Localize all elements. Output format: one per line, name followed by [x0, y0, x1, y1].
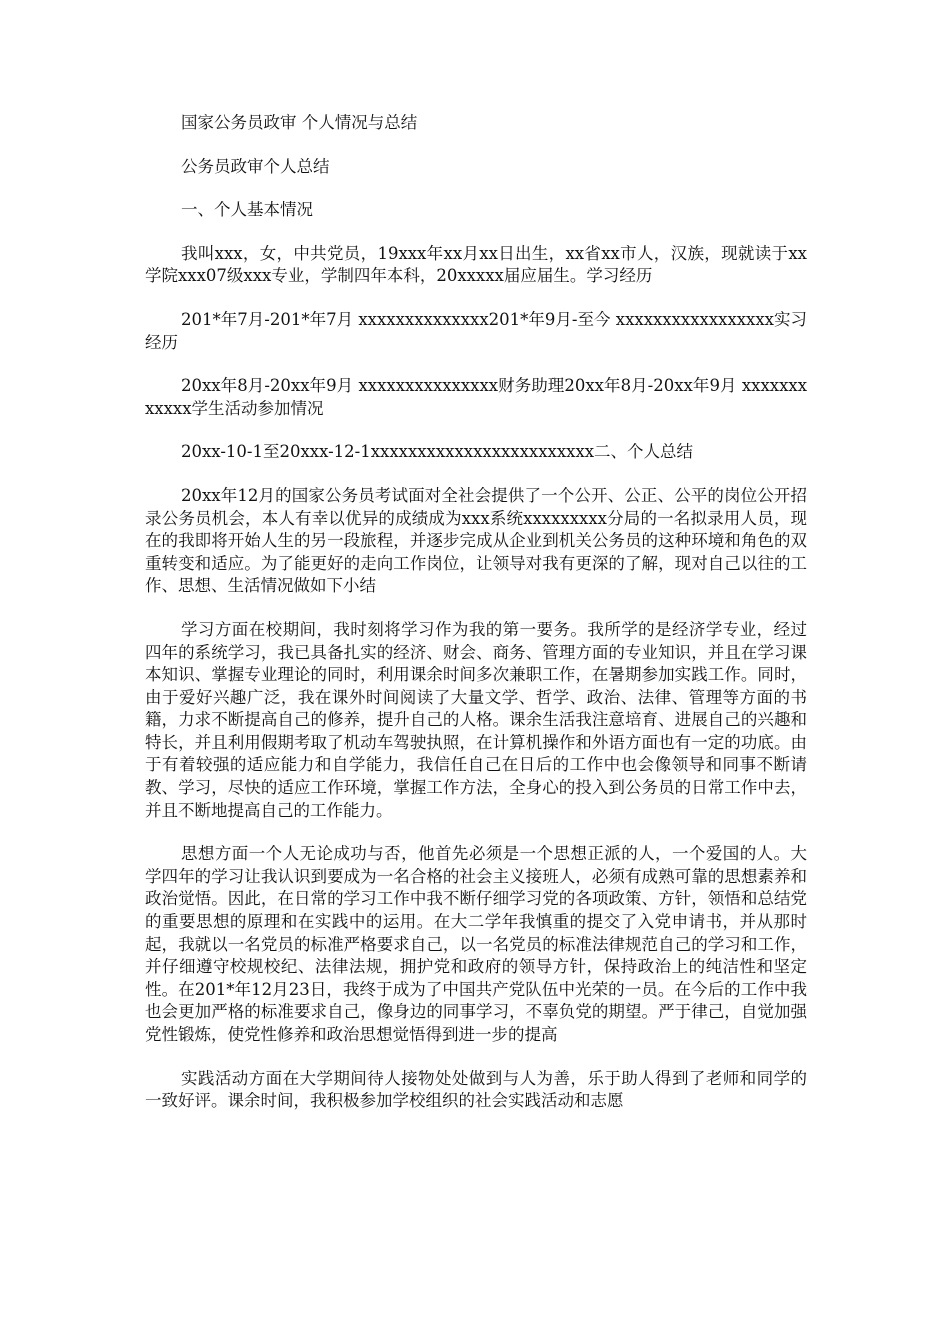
paragraph-study-history: 201*年7月-201*年7月 xxxxxxxxxxxxxx201*年9月-至今 xxxxxxxxxxxxxxxxx实习经历 — [145, 309, 807, 352]
document-body — [145, 112, 807, 1134]
paragraph-summary-intro: 20xx年12月的国家公务员考试面对全社会提供了一个公开、公正、公平的岗位公开招录公务员机会，本人有幸以优异的成绩成为xxx系统xxxxxxxxx分局的一名拟录用人员，现在的我即将开始人生的另一段旅程，并逐步完成从企业到机关公务员的这种环境和角色的双重转变和适应。为了能更好的走向工作岗位，让领导对我有更深的了解，现对自己以往的工作、思想、生活情况做如下小结 — [145, 485, 807, 596]
section-heading-basic-info: 一、个人基本情况 — [181, 200, 313, 220]
paragraph-study-aspect: 学习方面在校期间，我时刻将学习作为我的第一要务。我所学的是经济学专业，经过四年的系统学习，我已具备扎实的经济、财会、商务、管理方面的专业知识，并且在学习课本知识、掌握专业理论的同时，利用课余时间多次兼职工作，在暑期参加实践工作。同时，由于爱好兴趣广泛，我在课外时间阅读了大量文学、哲学、政治、法律、管理等方面的书籍，力求不断提高自己的修养，提升自己的人格。课余生活我注意培育、进展自己的兴趣和特长，并且利用假期考取了机动车驾驶执照，在计算机操作和外语方面也有一定的功底。由于有着较强的适应能力和自学能力，我信任自己在日后的工作中也会像领导和同事不断请教、学习，尽快的适应工作环境，掌握工作方法，全身心的投入到公务员的日常工作中去，并且不断地提高自己的工作能力。 — [145, 619, 807, 820]
document-title: 国家公务员政审 个人情况与总结 — [181, 113, 418, 132]
paragraph-thought-aspect: 思想方面一个人无论成功与否，他首先必须是一个思想正派的人，一个爱国的人。大学四年的学习让我认识到要成为一名合格的社会主义接班人，必须有成熟可靠的思想素养和政治觉悟。因此，在日常的学习工作中我不断仔细学习党的各项政策、方针，领悟和总结党的重要思想的原理和在实践中的运用。在大二学年我慎重的提交了入党申请书，并从那时起，我就以一名党员的标准严格要求自己，以一名党员的标准法律规范自己的学习和工作，并仔细遵守校规校纪、法律法规，拥护党和政府的领导方针，保持政治上的纯洁性和坚定性。在201*年12月23日，我终于成为了中国共产党队伍中光荣的一员。在今后的工作中我也会更加严格的标准要求自己，像身边的同事学习，不辜负党的期望。严于律己，自觉加强党性锻炼，使党性修养和政治思想觉悟得到进一步的提高 — [145, 844, 807, 1044]
paragraph-practice-aspect: 实践活动方面在大学期间待人接物处处做到与人为善，乐于助人得到了老师和同学的一致好评。课余时间，我积极参加学校组织的社会实践活动和志愿 — [145, 1068, 807, 1111]
paragraph-personal-info: 我叫xxx，女，中共党员，19xxx年xx月xx日出生，xx省xx市人，汉族，现就读于xx学院xxx07级xxx专业，学制四年本科，20xxxxx届应届生。学习经历 — [145, 243, 807, 286]
paragraph-activities: 20xx-10-1至20xxx-12-1xxxxxxxxxxxxxxxxxxxxxxxx二、个人总结 — [181, 442, 694, 462]
paragraph-internship-history: 20xx年8月-20xx年9月 xxxxxxxxxxxxxxx财务助理20xx年8月-20xx年9月 xxxxxxxxxxxx学生活动参加情况 — [145, 376, 807, 418]
document-subtitle: 公务员政审个人总结 — [181, 156, 330, 176]
